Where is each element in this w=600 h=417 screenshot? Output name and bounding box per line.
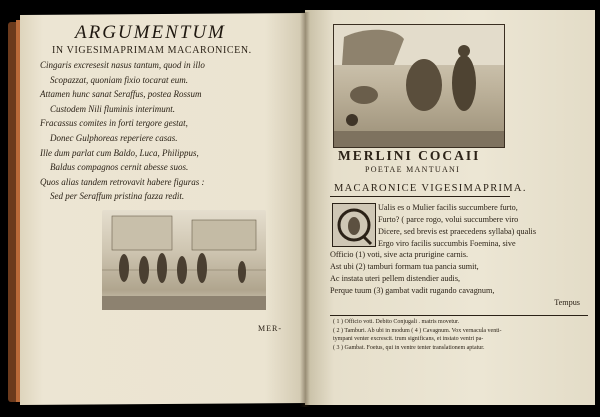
- poem-line: Officio (1) voti, sive acta prurigine carnis.: [330, 250, 469, 259]
- verse-line: Ille dum parlat cum Baldo, Luca, Philippus,: [40, 147, 199, 158]
- engraving-illustration: [334, 25, 504, 147]
- verse-line: Donec Gulphoreas reperiere casas.: [50, 132, 178, 143]
- right-page-subtitle: POETAE MANTUANI: [365, 165, 461, 174]
- historiated-initial: [332, 203, 376, 247]
- footnote-line: ( 2 ) Tamburi. Ab ubi in modum ( 4 ) Cavagnum. Vox vernacula venti-: [333, 327, 502, 334]
- section-heading: MACARONICE VIGESIMAPRIMA.: [334, 183, 527, 194]
- poem-line: Ergo viro facilis succumbis Foemina, sive: [378, 238, 516, 248]
- verse-line: Sed per Seraffum pristina fazza redit.: [50, 191, 185, 202]
- verse-line: Attamen hunc sanat Seraffus, postea Rossum: [40, 89, 202, 100]
- poem-text: [330, 249, 590, 309]
- poem-line: Ast ubi (2) tamburi formam tua pancia sumit,: [330, 262, 479, 271]
- initial-q-icon: [333, 204, 375, 246]
- engraving-illustration: [102, 210, 266, 310]
- book-gutter: [300, 12, 310, 407]
- right-page-title: MERLINI COCAII: [338, 148, 481, 163]
- footnotes: [333, 318, 589, 352]
- verse-line: Quos alias tandem retrovavit habere figuras :: [40, 176, 205, 187]
- notes-divider: [330, 315, 588, 316]
- poem-line: Dicere, sed brevis est praecedens syllaba) qualis: [378, 226, 537, 236]
- divider: [330, 196, 510, 197]
- left-page-subtitle: IN VIGESIMAPRIMAM MACARONICEN.: [52, 45, 252, 56]
- headpiece-engraving: [333, 24, 505, 148]
- poem-line: Ualis es o Mulier facilis succumbere furto,: [378, 203, 518, 212]
- poem-text-initial-block: [378, 202, 588, 250]
- poem-line: Perque tuum (3) gambat vadit rugando cavagnum,: [330, 286, 495, 295]
- verse-line: Fracassus comites in forti tergore gestat,: [40, 118, 188, 129]
- footnote-line: tympani venter excrescit. trum significans, et instato ventri pa-: [333, 336, 484, 342]
- poem-line: Furto? ( parce rogo, volui succumbere viro: [378, 214, 519, 224]
- argument-verses: [40, 58, 290, 204]
- verse-line: Baldus compagnos cernit abesse suos.: [50, 162, 189, 173]
- left-page-title: ARGUMENTUM: [75, 22, 226, 43]
- footnote-line: ( 3 ) Gambat. Foetus, qui in ventre tenter translationem aptatur.: [333, 344, 485, 351]
- poem-line: Ac instata uteri pellem distendier audis,: [330, 274, 461, 283]
- catchword: Tempus: [554, 298, 580, 307]
- verse-line: Scopazzat, quoniam fixio tocarat eum.: [50, 74, 188, 85]
- catchword: MER-: [258, 324, 282, 333]
- verse-line: Cingaris excresesit nasus tantum, quod in illo: [40, 60, 205, 70]
- footnote-line: ( 1 ) Officio voti. Debito Conjugali . matris movetur.: [333, 319, 460, 325]
- verse-line: Custodem Nili fluminis interimunt.: [50, 103, 176, 114]
- scene-engraving: [102, 210, 266, 310]
